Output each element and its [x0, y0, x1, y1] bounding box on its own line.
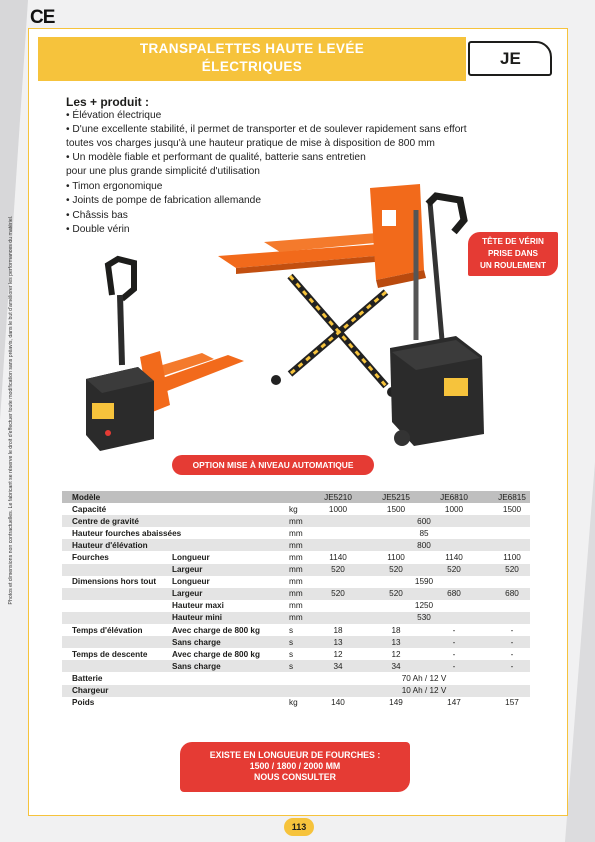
side-disclaimer — [4, 110, 18, 710]
row-value: 1500 — [386, 504, 406, 514]
row-sublabel: Sans charge — [172, 661, 221, 671]
side-disclaimer-text: Photos et dimensions non contractuelles. Le fabricant se réserve le droit d'effectuer toute modification sans préavis, dans le but d'améliorer les performances du matériel. — [8, 215, 14, 605]
cylinder-tag-line-3: UN ROULEMENT — [480, 261, 546, 270]
feature-line: • Châssis bas — [66, 210, 128, 221]
table-row — [62, 515, 530, 527]
row-value: 18 — [333, 625, 343, 635]
row-value: 520 — [447, 565, 461, 575]
table-row — [62, 660, 530, 672]
row-unit: s — [289, 637, 294, 647]
row-sublabel: Hauteur maxi — [172, 601, 224, 611]
row-shared-value: 70 Ah / 12 V — [401, 673, 447, 683]
row-sublabel: Sans charge — [172, 637, 221, 647]
fork-info-line-3: NOUS CONSULTER — [254, 772, 336, 782]
row-label: Batterie — [72, 673, 103, 683]
table-row — [62, 636, 530, 648]
table-row — [62, 527, 530, 539]
row-value: 18 — [391, 625, 401, 635]
row-label: Fourches — [72, 552, 109, 562]
auto-level-option-tag: OPTION MISE À NIVEAU AUTOMATIQUE — [172, 455, 374, 475]
row-value: 34 — [391, 661, 401, 671]
row-value: 140 — [331, 698, 345, 708]
row-value: 13 — [333, 637, 343, 647]
row-label: Hauteur d'élévation — [72, 540, 148, 550]
row-value: 12 — [391, 649, 401, 659]
feature-line: • Double vérin — [66, 224, 130, 235]
feature-line: • Joints de pompe de fabrication allemande — [66, 195, 261, 206]
row-shared-value: 1250 — [414, 601, 434, 611]
row-unit: mm — [289, 528, 303, 538]
row-value: 520 — [389, 589, 403, 599]
row-value: 1000 — [328, 504, 348, 514]
row-value: 13 — [391, 637, 401, 647]
row-value: 520 — [505, 565, 519, 575]
row-value: - — [510, 625, 514, 635]
row-value: 1140 — [329, 552, 347, 562]
table-row — [62, 588, 530, 600]
cylinder-tag-line-2: PRISE DANS — [487, 249, 539, 258]
row-value: 1100 — [387, 552, 405, 562]
table-row — [62, 612, 530, 624]
row-value: 1000 — [444, 504, 464, 514]
row-value: 147 — [447, 698, 461, 708]
fork-info-line-1: EXISTE EN LONGUEUR DE FOURCHES : — [209, 750, 381, 760]
row-label: Chargeur — [72, 686, 109, 695]
table-row — [62, 600, 530, 612]
row-unit: mm — [289, 552, 303, 562]
title-line-2: ÉLECTRIQUES — [201, 59, 303, 74]
table-row — [62, 503, 530, 515]
row-value: 1500 — [502, 504, 522, 514]
cylinder-tag-line-1: TÊTE DE VÉRIN — [482, 237, 544, 246]
row-shared-value: 800 — [417, 540, 431, 550]
row-value: - — [452, 625, 456, 635]
table-row — [62, 576, 530, 588]
row-value: 680 — [505, 589, 519, 599]
model-heading: JE6815 — [498, 492, 526, 502]
table-row — [62, 697, 530, 709]
row-sublabel: Largeur — [172, 565, 203, 575]
row-value: - — [452, 637, 456, 647]
row-shared-value: 600 — [417, 516, 431, 526]
product-code-box — [468, 41, 552, 76]
row-value: - — [510, 661, 514, 671]
row-value: 1100 — [503, 552, 521, 562]
row-value: - — [510, 649, 514, 659]
row-value: 149 — [389, 698, 403, 708]
row-sublabel: Longueur — [172, 552, 210, 562]
row-unit: s — [289, 649, 294, 659]
row-label: Capacité — [72, 504, 107, 514]
fork-info-line-2: 1500 / 1800 / 2000 MM — [249, 761, 341, 771]
background-shape-right — [565, 462, 595, 842]
row-label: Temps de descente — [72, 649, 148, 659]
row-unit: kg — [289, 504, 298, 514]
spec-table-body — [62, 503, 530, 709]
row-value: 34 — [333, 661, 343, 671]
row-sublabel: Avec charge de 800 kg — [172, 649, 260, 659]
title-line-1: TRANSPALETTES HAUTE LEVÉE — [139, 41, 365, 56]
title-banner — [38, 37, 466, 81]
row-label: Poids — [72, 698, 95, 708]
product-code: JE — [500, 49, 521, 68]
table-row — [62, 672, 530, 684]
row-shared-value: 85 — [419, 528, 429, 538]
page-number: 113 — [284, 818, 314, 836]
row-value: - — [510, 637, 514, 647]
row-unit: s — [289, 625, 294, 635]
cylinder-head-tag — [468, 232, 558, 276]
row-value: 1140 — [445, 552, 463, 562]
row-unit: mm — [289, 613, 303, 623]
table-row — [62, 551, 530, 563]
model-heading: JE6810 — [440, 492, 468, 502]
ce-mark: CE — [30, 7, 55, 28]
row-value: 680 — [447, 589, 461, 599]
table-header-row — [62, 491, 530, 503]
row-unit: s — [289, 661, 294, 671]
feature-line: • Timon ergonomique — [66, 181, 163, 192]
row-unit: kg — [289, 698, 298, 708]
row-label: Hauteur fourches abaissées — [72, 528, 182, 538]
table-row — [62, 539, 530, 551]
feature-line: • Un modèle fiable et performant de qualité, batterie sans entretien — [66, 152, 366, 163]
row-value: - — [452, 661, 456, 671]
fork-length-info-tag — [180, 742, 410, 792]
feature-line: • Élévation électrique — [66, 110, 162, 121]
row-value: 157 — [505, 698, 519, 708]
row-shared-value: 10 Ah / 12 V — [401, 686, 447, 695]
row-label: Temps d'élévation — [72, 625, 143, 635]
row-sublabel: Largeur — [172, 589, 203, 599]
row-unit: mm — [289, 589, 303, 599]
model-heading: JE5210 — [324, 492, 352, 502]
row-shared-value: 1590 — [414, 577, 434, 587]
row-value: 520 — [389, 565, 403, 575]
feature-line: • D'une excellente stabilité, il permet de transporter et de soulever rapidement sans effort — [66, 124, 467, 135]
row-unit: mm — [289, 516, 303, 526]
row-label: Dimensions hors tout — [72, 577, 157, 587]
table-row — [62, 624, 530, 636]
pallet-truck-lowered-image — [78, 255, 258, 465]
row-value: 12 — [333, 649, 343, 659]
spec-table — [62, 491, 530, 709]
row-label: Centre de gravité — [72, 516, 139, 526]
table-row — [62, 564, 530, 576]
row-sublabel: Longueur — [172, 577, 210, 587]
row-value: - — [452, 649, 456, 659]
table-row — [62, 685, 530, 697]
feature-line: toutes vos charges jusqu'à une hauteur pratique de mise à disposition de 800 mm — [66, 138, 435, 149]
model-heading: JE5215 — [382, 492, 410, 502]
row-unit: mm — [289, 577, 303, 587]
row-sublabel: Hauteur mini — [172, 613, 223, 623]
row-value: 520 — [331, 589, 345, 599]
table-row — [62, 648, 530, 660]
row-shared-value: 530 — [417, 613, 431, 623]
table-header-model: Modèle — [72, 492, 101, 502]
feature-line: pour une plus grande simplicité d'utilisation — [66, 166, 260, 177]
row-unit: mm — [289, 601, 303, 611]
row-unit: mm — [289, 540, 303, 550]
row-value: 520 — [331, 565, 345, 575]
row-sublabel: Avec charge de 800 kg — [172, 625, 260, 635]
features-title: Les + produit : — [66, 95, 150, 109]
row-unit: mm — [289, 565, 303, 575]
